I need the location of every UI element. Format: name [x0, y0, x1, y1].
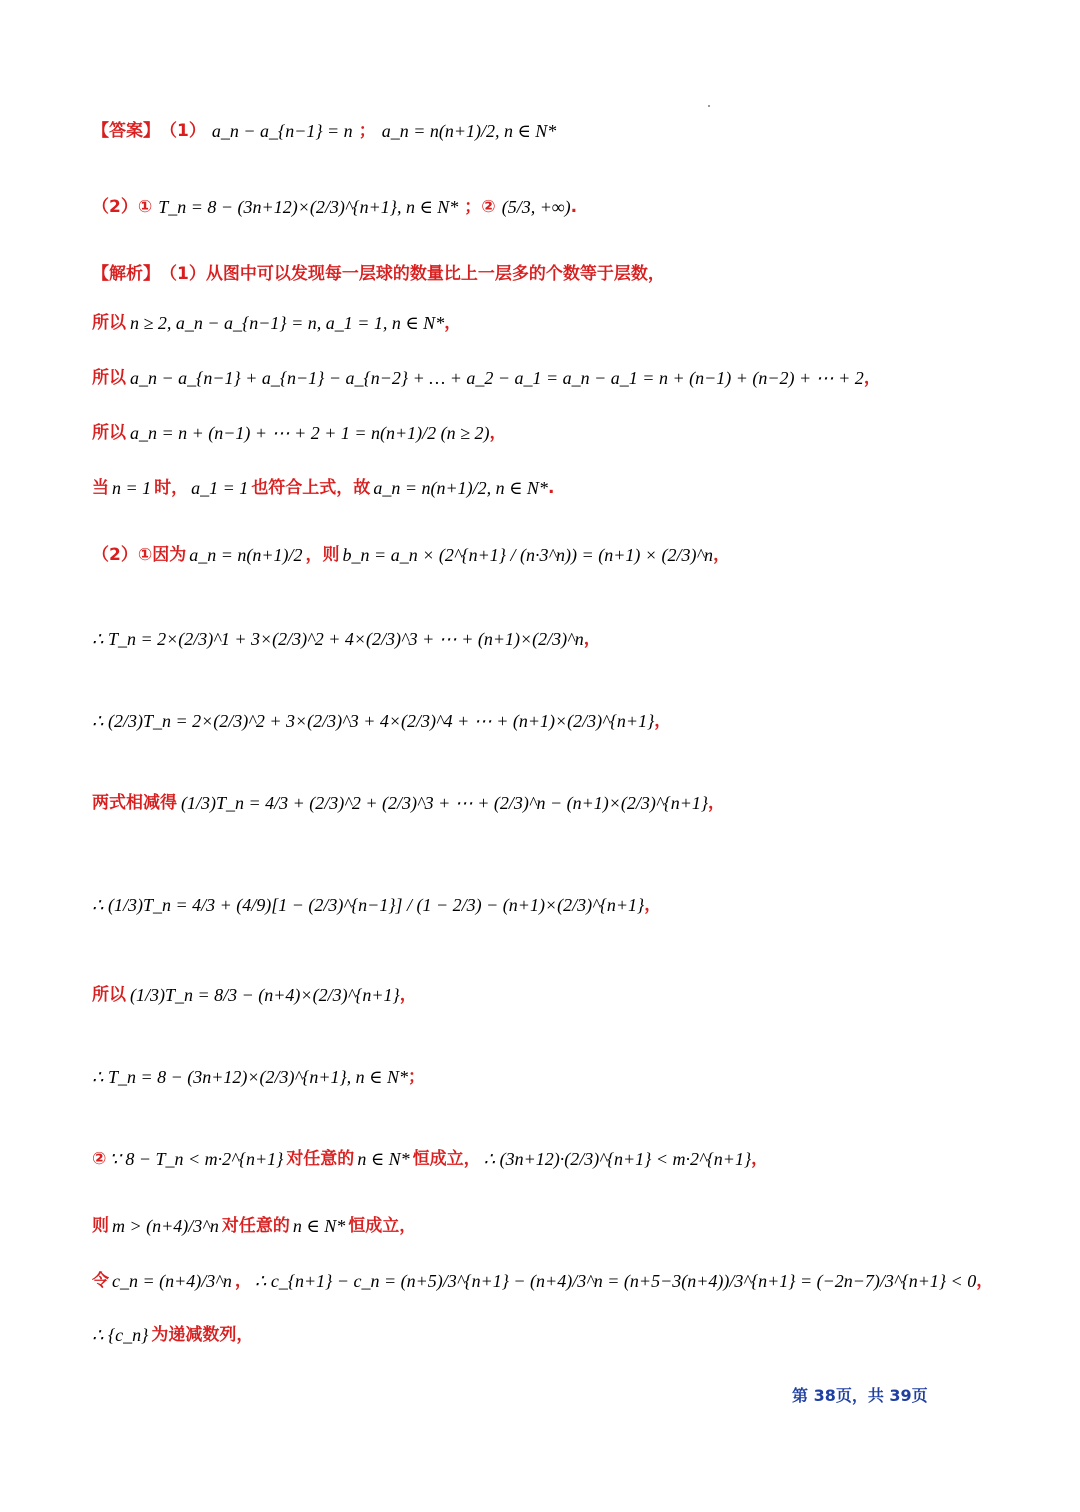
part2-inequality	[92, 1150, 768, 1168]
separator: ；	[358, 120, 376, 141]
math-expr: ∴ T_n = 8 − (3n+12)×(2/3)^{n+1}, n ∈ N*	[92, 1067, 408, 1087]
text-tail: ，	[489, 422, 507, 443]
text-tail: ，	[751, 1148, 769, 1169]
answer-line-1	[92, 122, 556, 140]
text-tail: ，	[644, 894, 662, 915]
circle-1: ①	[137, 544, 153, 565]
math-expr: a_n − a_{n−1} + a_{n−1} − a_{n−2} + … + a_2 − a_1 = a_n − a_1 = n + (n−1) + (n−2) + ⋯ + 2	[130, 368, 864, 388]
text-lead: 当	[92, 477, 109, 498]
math-expr: ∴ (2/3)T_n = 2×(2/3)^2 + 3×(2/3)^3 + 4×(2/3)^4 + ⋯ + (n+1)×(2/3)^{n+1}	[92, 711, 655, 731]
math-expr: ∴ (3n+12)·(2/3)^{n+1} < m·2^{n+1}	[483, 1149, 752, 1169]
math-expr: a_n = n(n+1)/2	[189, 545, 303, 565]
math-expr: ∵ 8 − T_n < m·2^{n+1}	[109, 1149, 284, 1169]
text-tail: ，	[654, 710, 672, 731]
math-expr: n = 1	[112, 478, 152, 498]
stray-mark	[708, 105, 710, 107]
text-lead: 所以	[92, 984, 126, 1005]
math-expr: ∴ {c_n}	[92, 1325, 149, 1345]
text-lead: 令	[92, 1270, 109, 1291]
answer-line-2	[92, 198, 577, 216]
text-mid: 也符合上式，故	[251, 477, 371, 498]
answer-part1-expr-a: a_n − a_{n−1} = n	[211, 121, 353, 141]
eq-so	[92, 986, 417, 1004]
analysis-part2-line	[92, 546, 730, 564]
separator: ，	[234, 1270, 252, 1291]
math-expr: n ∈ N*	[292, 1216, 346, 1236]
text-lead: 所以	[92, 367, 126, 388]
text-mid: 时，	[154, 477, 189, 498]
text-tail: ，	[713, 544, 731, 565]
eq-two-thirds-tn	[92, 712, 671, 730]
math-expr: a_n = n + (n−1) + ⋯ + 2 + 1 = n(n+1)/2 (n ≥ 2)	[130, 423, 490, 443]
math-expr: m > (n+4)/3^n	[112, 1216, 219, 1236]
math-expr: ∴ c_{n+1} − c_n = (n+5)/3^{n+1} − (n+4)/3^n = (n+5−3(n+4))/3^{n+1} = (−2n−7)/3^{n+1} < 0	[254, 1271, 977, 1291]
text-tail: ，	[976, 1270, 994, 1291]
let-line	[92, 1272, 993, 1290]
text-mid: 恒成立，	[412, 1148, 481, 1169]
text-tail: ，	[708, 792, 726, 813]
math-expr: (1/3)T_n = 8/3 − (n+4)×(2/3)^{n+1}	[130, 985, 400, 1005]
math-expr: a_n = n(n+1)/2, n ∈ N*	[373, 478, 548, 498]
answer-part2-expr-a: T_n = 8 − (3n+12)×(2/3)^{n+1}, n ∈ N*	[158, 197, 459, 217]
text-lead: 所以	[92, 312, 126, 333]
text-mid: ，则	[305, 544, 340, 565]
period: .	[570, 196, 578, 217]
math-expr: c_n = (n+4)/3^n	[112, 1271, 232, 1291]
text-mid: 对任意的	[286, 1148, 355, 1169]
eq-final	[92, 1068, 425, 1086]
text-tail: ，	[444, 312, 462, 333]
separator: ；	[464, 196, 482, 217]
math-expr: a_1 = 1	[191, 478, 249, 498]
text-lead: 则	[92, 1215, 109, 1236]
text-tail: ，	[863, 367, 881, 388]
page-footer: 第 38页，共 39页	[792, 1386, 928, 1405]
eq-tn	[92, 630, 601, 648]
answer-part1-expr-b: a_n = n(n+1)/2, n ∈ N*	[381, 121, 557, 141]
math-expr: n ≥ 2, a_n − a_{n−1} = n, a_1 = 1, n ∈ N*	[130, 313, 445, 333]
text-tail: 为递减数列，	[151, 1324, 254, 1345]
answer-part2-expr-b: (5/3, +∞)	[501, 197, 571, 217]
math-expr: b_n = a_n × (2^{n+1} / (n·3^n)) = (n+1) × (2/3)^n	[342, 545, 714, 565]
then-line	[92, 1217, 416, 1235]
analysis-label: 【解析】	[92, 264, 160, 284]
circle-2: ②	[92, 1148, 107, 1169]
math-expr: ∴ T_n = 2×(2/3)^1 + 3×(2/3)^2 + 4×(2/3)^3 + ⋯ + (n+1)×(2/3)^n	[92, 629, 584, 649]
analysis-line-1	[92, 314, 461, 332]
analysis-line-4	[92, 479, 554, 497]
analysis-line-3	[92, 424, 507, 442]
text-tail: ，	[583, 628, 601, 649]
circle-2: ②	[481, 196, 496, 217]
answer-part2-label: （2）	[92, 196, 138, 217]
text-lead: 因为	[152, 544, 187, 565]
circle-1: ①	[137, 196, 153, 217]
answer-part1-label: （1）	[160, 120, 206, 141]
text-tail: ，	[399, 984, 417, 1005]
part2-label: （2）	[92, 544, 138, 565]
math-expr: n ∈ N*	[357, 1149, 410, 1169]
text-mid: 对任意的	[221, 1215, 290, 1236]
analysis-line-2	[92, 369, 881, 387]
text-mid: 恒成立，	[348, 1215, 417, 1236]
math-expr: ∴ (1/3)T_n = 4/3 + (4/9)[1 − (2/3)^{n−1}] / (1 − 2/3) − (n+1)×(2/3)^{n+1}	[92, 895, 645, 915]
math-expr: (1/3)T_n = 4/3 + (2/3)^2 + (2/3)^3 + ⋯ + (2/3)^n − (n+1)×(2/3)^{n+1}	[181, 793, 709, 813]
eq-geometric	[92, 896, 661, 914]
decreasing-line	[92, 1326, 253, 1344]
analysis-header	[92, 266, 665, 283]
text-lead: 两式相减得	[92, 792, 177, 813]
eq-subtract	[92, 794, 725, 812]
text-tail: ；	[408, 1066, 425, 1087]
analysis-part1-text: （1）从图中可以发现每一层球的数量比上一层多的个数等于层数，	[160, 264, 665, 284]
answer-label: 【答案】	[92, 120, 160, 141]
text-tail: .	[547, 477, 555, 498]
text-lead: 所以	[92, 422, 126, 443]
